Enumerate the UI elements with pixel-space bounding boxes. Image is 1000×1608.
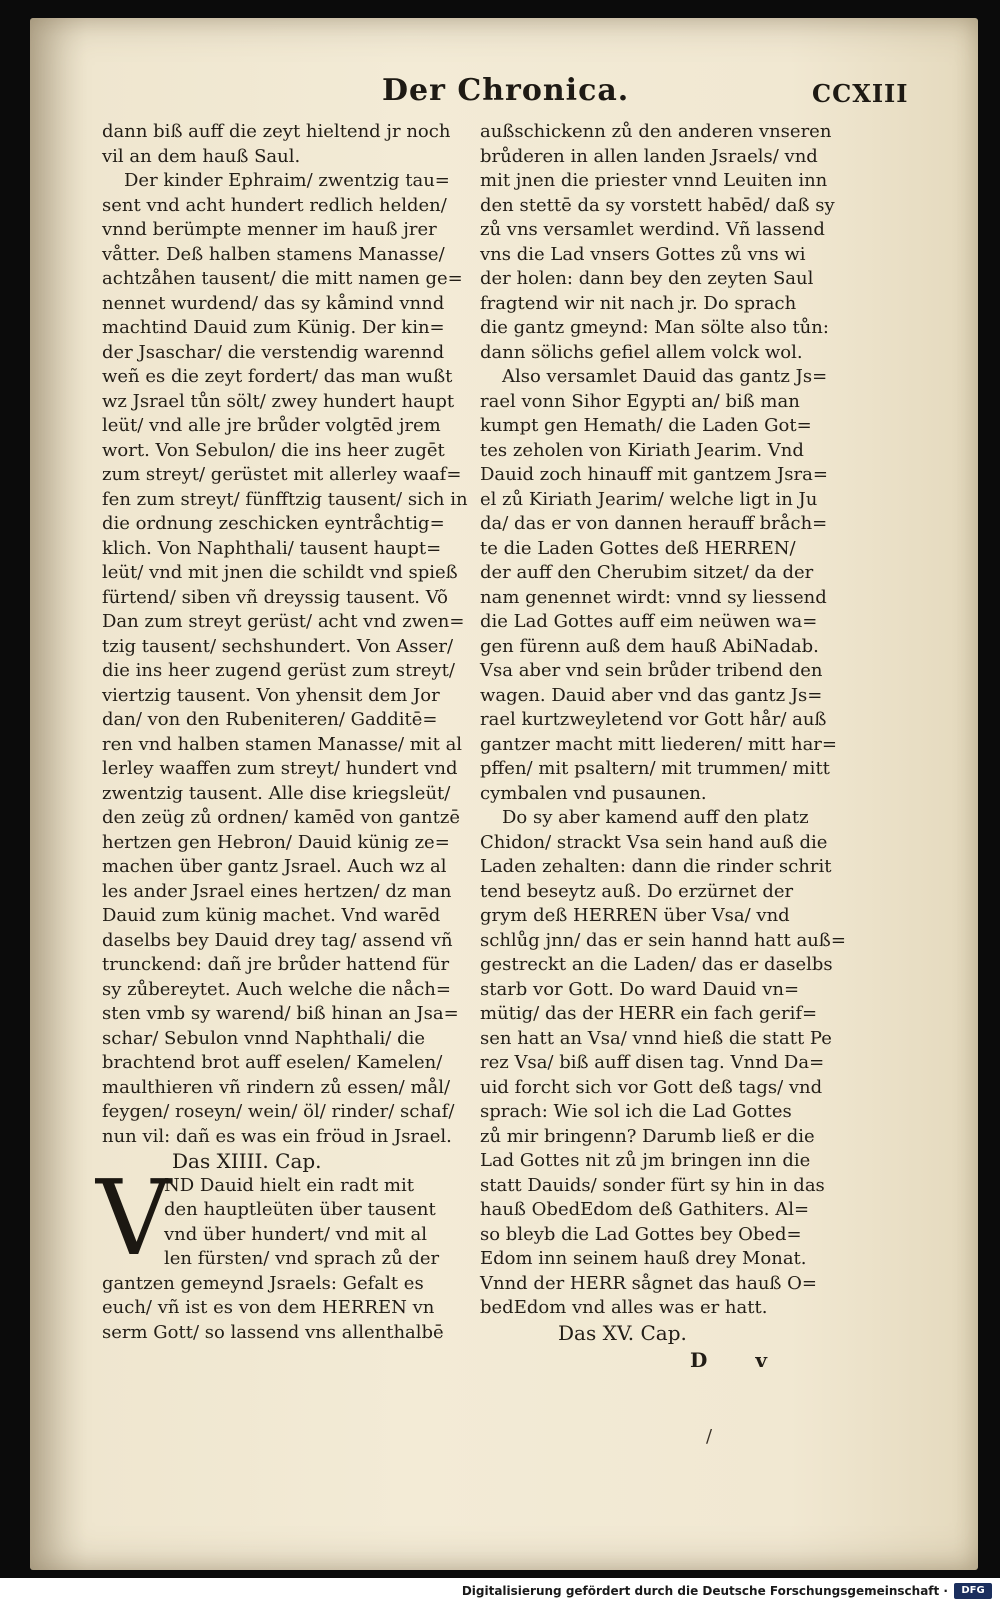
text-line: fürtend/ siben vñ dreyssig tausent. Võ — [102, 586, 448, 608]
text-line: cymbalen vnd pusaunen. — [480, 782, 707, 804]
text-line: sy zůbereytet. Auch welche die nåch= — [102, 978, 451, 1000]
text-line: maulthieren vñ rindern zů essen/ mål/ — [102, 1076, 451, 1098]
text-line: leüt/ vnd mit jnen die schildt vnd spieß — [102, 562, 458, 583]
text-line: bedEdom vnd alles was er hatt. — [480, 1297, 768, 1318]
text-line: weñ es die zeyt fordert/ das man wußt — [102, 366, 453, 387]
text-line: starb vor Gott. Do ward Dauid vn= — [480, 978, 800, 1000]
text-line: gen fürenn auß dem hauß AbiNadab. — [480, 635, 819, 657]
text-line: lerley waaffen zum streyt/ hundert vnd — [102, 758, 458, 779]
text-line: våtter. Deß halben stamens Manasse/ — [102, 243, 445, 265]
text-line: sen hatt an Vsa/ vnnd hieß die statt Pe — [480, 1027, 832, 1049]
folio-number: CCXIII — [812, 79, 909, 108]
text-line: serm Gott/ so lassend vns allenthalbē — [102, 1321, 444, 1343]
text-line: kumpt gen Hemath/ die Laden Got= — [480, 415, 812, 436]
text-line: vnd über hundert/ vnd mit al — [164, 1223, 427, 1245]
text-line: Dan zum streyt gerüst/ acht vnd zwen= — [102, 611, 465, 632]
text-line: vil an dem hauß Saul. — [102, 145, 301, 167]
text-line: die gantz gmeynd: Man sölte also tůn: — [480, 317, 829, 338]
signature-mark: v — [755, 1348, 767, 1372]
text-line: gestreckt an die Laden/ das er daselbs — [480, 954, 833, 975]
footer-bar — [0, 1578, 1000, 1608]
text-line: nun vil: dañ es was ein fröud in Jsrael. — [102, 1125, 452, 1147]
text-line: Laden zehalten: dann die rinder schrit — [480, 856, 832, 877]
text-line: machen über gantz Jsrael. Auch wz al — [102, 856, 447, 877]
dfg-logo: DFG — [954, 1583, 992, 1599]
text-line: statt Dauids/ sonder fürt sy hin in das — [480, 1174, 825, 1196]
text-line: euch/ vñ ist es von dem HERREN vn — [102, 1297, 435, 1318]
book-page — [30, 18, 978, 1570]
text-line: dan/ von den Rubeniteren/ Gadditē= — [102, 709, 438, 730]
text-line: fen zum streyt/ fünfftzig tausent/ sich in — [102, 488, 468, 510]
left-paragraph-1 — [102, 120, 468, 169]
text-line: außschickenn zů den anderen vnseren — [480, 121, 832, 142]
text-line: leüt/ vnd alle jre brůder volgtēd jrem — [102, 415, 441, 436]
text-line: der holen: dann bey den zeyten Saul — [480, 268, 814, 289]
text-line: vnnd berümpte menner im hauß jrer — [102, 219, 437, 240]
text-line: Dauid zum künig machet. Vnd warēd — [102, 905, 441, 926]
text-line: rael vonn Sihor Egypti an/ biß man — [480, 390, 800, 412]
text-line: da/ das er von dannen herauff bråch= — [480, 513, 828, 534]
text-line: machtind Dauid zum Künig. Der kin= — [102, 317, 445, 338]
text-line: uid forcht sich vor Gott deß tags/ vnd — [480, 1076, 823, 1098]
text-line: zů mir bringenn? Darumb ließ er die — [480, 1125, 815, 1147]
catchword-row — [480, 1345, 846, 1375]
text-line: hertzen gen Hebron/ Dauid künig ze= — [102, 831, 450, 853]
text-line: zwentzig tausent. Alle dise kriegsleüt/ — [102, 782, 451, 804]
text-line: brůderen in allen landen Jsraels/ vnd — [480, 145, 818, 167]
left-paragraph-2 — [102, 169, 468, 1149]
text-line: die Lad Gottes auff eim neüwen wa= — [480, 611, 818, 632]
text-line: pffen/ mit psaltern/ mit trummen/ mitt — [480, 758, 830, 779]
text-line: viertzig tausent. Von yhensit dem Jor — [102, 684, 440, 706]
text-line: tzig tausent/ sechshundert. Von Asser/ — [102, 635, 454, 657]
text-line: schlůg jnn/ das er sein hannd hatt auß= — [480, 929, 846, 951]
text-line: die ordnung zeschicken eyntråchtig= — [102, 513, 445, 534]
text-line: Vsa aber vnd sein brůder tribend den — [480, 660, 823, 681]
text-line: wagen. Dauid aber vnd das gantz Js= — [480, 684, 823, 706]
text-line: len fürsten/ vnd sprach zů der — [164, 1248, 440, 1269]
text-line: den hauptleüten über tausent — [164, 1199, 436, 1220]
text-line: grym deß HERREN über Vsa/ vnd — [480, 905, 790, 926]
text-line: der Jsaschar/ die verstendig warennd — [102, 341, 445, 363]
text-line: den zeüg zů ordnen/ kamēd von gantzē — [102, 807, 460, 828]
text-line: vns die Lad vnsers Gottes zů vns wi — [480, 243, 806, 265]
text-line: Also versamlet Dauid das gantz Js= — [502, 366, 828, 387]
text-line: achtzåhen tausent/ die mitt namen ge= — [102, 268, 463, 289]
text-line: rez Vsa/ biß auff disen tag. Vnnd Da= — [480, 1052, 825, 1073]
text-line: sten vmb sy warend/ biß hinan an Jsa= — [102, 1003, 459, 1024]
right-paragraph-2 — [480, 365, 846, 806]
running-title: Der Chronica. — [382, 73, 630, 108]
text-line: trunckend: dañ jre brůder hattend für — [102, 954, 450, 975]
text-line: Edom inn seinem hauß drey Monat. — [480, 1248, 807, 1269]
text-line: te die Laden Gottes deß HERREN/ — [480, 537, 796, 559]
right-column — [480, 120, 846, 1375]
footer-credit: Digitalisierung gefördert durch die Deutsche Forschungsgemeinschaft · — [461, 1584, 948, 1598]
text-line: fragtend wir nit nach jr. Do sprach — [480, 292, 797, 314]
text-line: dann biß auff die zeyt hieltend jr noch — [102, 121, 451, 142]
chapter-heading-15: Das XV. Cap. — [558, 1320, 687, 1345]
text-line: Der kinder Ephraim/ zwentzig tau= — [124, 170, 450, 191]
text-line: zum streyt/ gerüstet mit allerley waaf= — [102, 464, 462, 485]
text-line: Do sy aber kamend auff den platz — [502, 807, 809, 828]
catchword-d: D — [690, 1348, 708, 1372]
text-line: tes zeholen von Kiriath Jearim. Vnd — [480, 439, 804, 461]
right-paragraph-3 — [480, 806, 846, 1321]
text-line: wz Jsrael tůn sölt/ zwey hundert haupt — [102, 390, 455, 412]
text-line: hauß ObedEdom deß Gathiters. Al= — [480, 1199, 810, 1220]
left-column — [96, 120, 468, 1345]
text-line: zů vns versamlet werdind. Vñ lassend — [480, 219, 825, 240]
text-line: so bleyb die Lad Gottes bey Obed= — [480, 1223, 802, 1245]
text-line: gantzen gemeynd Jsraels: Gefalt es — [102, 1272, 424, 1294]
text-line: Chidon/ strackt Vsa sein hand auß die — [480, 831, 828, 853]
text-line: Lad Gottes nit zů jm bringen inn die — [480, 1150, 811, 1171]
text-line: der auff den Cherubim sitzet/ da der — [480, 562, 814, 583]
text-line: den stettē da sy vorstett habēd/ daß sy — [480, 194, 835, 216]
text-line: Dauid zoch hinauff mit gantzem Jsra= — [480, 464, 828, 485]
text-line: feygen/ roseyn/ wein/ öl/ rinder/ schaf/ — [102, 1101, 455, 1122]
text-line: schar/ Sebulon vnnd Naphthali/ die — [102, 1027, 426, 1049]
margin-mark: / — [706, 1426, 713, 1447]
text-line: gantzer macht mitt liederen/ mitt har= — [480, 733, 837, 755]
text-line: mütig/ das der HERR ein fach gerif= — [480, 1003, 818, 1024]
right-paragraph-1 — [480, 120, 846, 365]
text-line: Vnnd der HERR sågnet das hauß O= — [480, 1272, 817, 1294]
text-line: daselbs bey Dauid drey tag/ assend vñ — [102, 929, 453, 951]
text-line: les ander Jsrael eines hertzen/ dz man — [102, 880, 452, 902]
left-paragraph-3 — [102, 1272, 468, 1346]
text-line: brachtend brot auff eselen/ Kamelen/ — [102, 1052, 443, 1073]
text-line: wort. Von Sebulon/ die ins heer zugēt — [102, 439, 445, 461]
text-line: nennet wurdend/ das sy kåmind vnnd — [102, 292, 445, 314]
text-line: ND Dauid hielt ein radt mit — [164, 1174, 414, 1196]
text-line: sent vnd acht hundert redlich helden/ — [102, 194, 447, 216]
text-line: ren vnd halben stamen Manasse/ mit al — [102, 733, 463, 755]
text-line: rael kurtzweyletend vor Gott hår/ auß — [480, 709, 827, 730]
drop-cap: V — [96, 1156, 172, 1279]
text-line: tend beseytz auß. Do erzürnet der — [480, 880, 794, 902]
text-line: die ins heer zugend gerüst zum streyt/ — [102, 660, 455, 681]
text-line: mit jnen die priester vnnd Leuiten inn — [480, 170, 828, 191]
text-line: nam genennet wirdt: vnnd sy liessend — [480, 586, 827, 608]
page-header — [30, 73, 978, 113]
chapter-heading-14: Das XIIII. Cap. — [172, 1149, 322, 1173]
text-line: sprach: Wie sol ich die Lad Gottes — [480, 1101, 792, 1122]
text-line: klich. Von Naphthali/ tausent haupt= — [102, 537, 442, 559]
text-line: el zů Kiriath Jearim/ welche ligt in Ju — [480, 488, 818, 510]
text-line: dann sölichs gefiel allem volck wol. — [480, 341, 803, 363]
